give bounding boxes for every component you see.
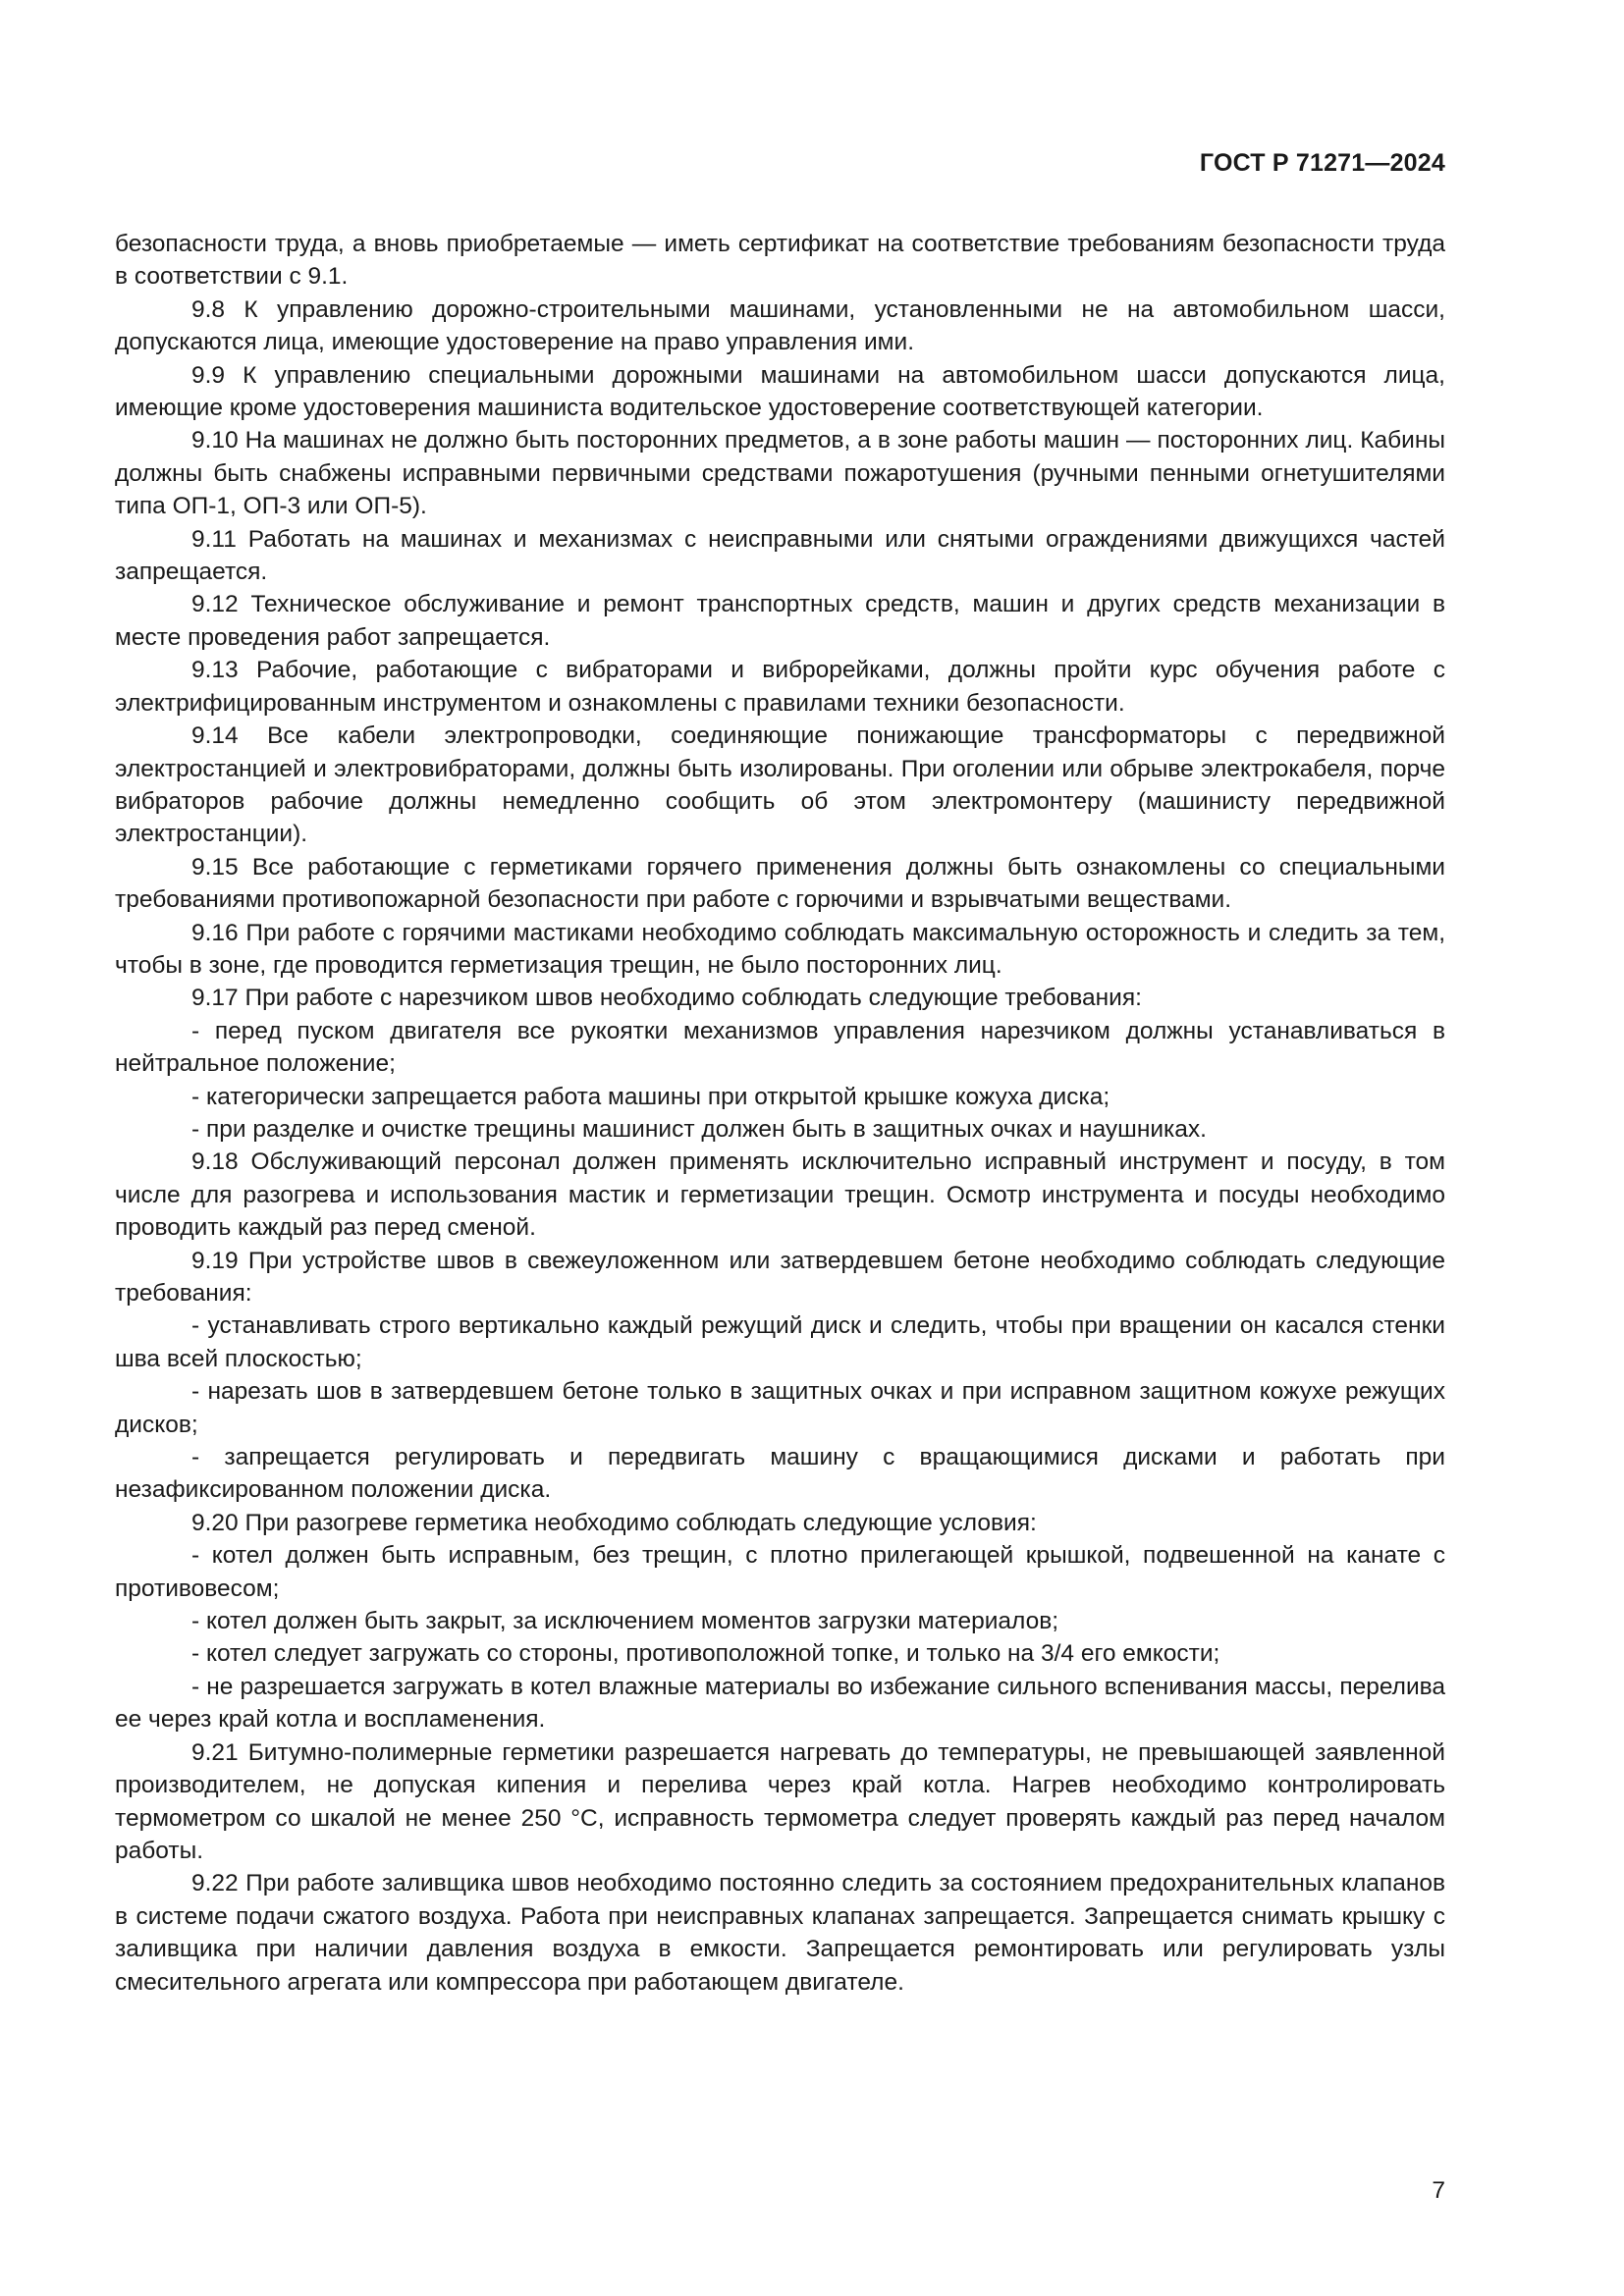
clause-9-14: 9.14 Все кабели электропроводки, соединяющие понижающие трансформаторы с передвижной электростанцией и электровибраторами, должны быть изолированы. При оголении или обрыве электрокабеля, порче вибраторов рабочие должны немедленно сообщить об этом электромонтеру (машинисту передвижной электростанции). [115,722,1445,848]
clause-9-17: 9.17 При работе с нарезчиком швов необходимо соблюдать следующие требования: [191,985,1142,1012]
list-item: - запрещается регулировать и передвигать машину с вращающимися дисками и работать при незафиксированном положении диска. [115,1444,1445,1504]
clause-9-15: 9.15 Все работающие с герметиками горячего применения должны быть ознакомлены со специальными требованиями противопожарной безопасности при работе с горючими и взрывчатыми веществами. [115,853,1445,914]
list-item: - котел должен быть исправным, без трещин, с плотно прилегающей крышкой, подвешенной на канате с противовесом; [115,1542,1445,1602]
document-header: ГОСТ Р 71271—2024 [1199,149,1445,177]
clause-9-21: 9.21 Битумно-полимерные герметики разрешается нагревать до температуры, не превышающей заявленной производителем, не допуская кипения и перелива через край котла. Нагрев необходимо контролировать термометром со шкалой не менее 250 °С, исправность термометра следует проверять каждый раз перед началом работы. [115,1738,1445,1864]
page-number: 7 [1432,2177,1445,2204]
clause-9-20: 9.20 При разогреве герметика необходимо соблюдать следующие условия: [191,1509,1037,1536]
list-item: - категорически запрещается работа машины при открытой крышке кожуха диска; [191,1083,1110,1110]
document-body [115,228,1445,1999]
clause-9-22: 9.22 При работе заливщика швов необходимо постоянно следить за состоянием предохранительных клапанов в системе подачи сжатого воздуха. Работа при неисправных клапанах запрещается. Запрещается снимать крышку с заливщика при наличии давления воздуха в емкости. Запрещается ремонтировать или регулировать узлы смесительного агрегата или компрессора при работающем двигателе. [115,1870,1445,1996]
clause-9-12: 9.12 Техническое обслуживание и ремонт транспортных средств, машин и других средств механизации в месте проведения работ запрещается. [115,591,1445,651]
clause-9-19: 9.19 При устройстве швов в свежеуложенном или затвердевшем бетоне необходимо соблюдать следующие требования: [115,1247,1445,1307]
clause-9-10: 9.10 На машинах не должно быть посторонних предметов, а в зоне работы машин — посторонних лиц. Кабины должны быть снабжены исправными первичными средствами пожаротушения (ручными пенными огнетушителями типа ОП-1, ОП-3 или ОП-5). [115,427,1445,520]
paragraph-continuation: безопасности труда, а вновь приобретаемые — иметь сертификат на соответствие требованиям безопасности труда в соответствии с 9.1. [115,231,1445,291]
clause-9-16: 9.16 При работе с горячими мастиками необходимо соблюдать максимальную осторожность и следить за тем, чтобы в зоне, где проводится герметизация трещин, не было посторонних лиц. [115,919,1445,979]
list-item: - не разрешается загружать в котел влажные материалы во избежание сильного вспенивания массы, перелива ее через край котла и воспламенения. [115,1673,1445,1734]
clause-9-13: 9.13 Рабочие, работающие с вибраторами и виброрейками, должны пройти курс обучения работе с электрифицированным инструментом и ознакомлены с правилами техники безопасности. [115,657,1445,717]
list-item: - устанавливать строго вертикально каждый режущий диск и следить, чтобы при вращении он касался стенки шва всей плоскостью; [115,1312,1445,1372]
clause-9-18: 9.18 Обслуживающий персонал должен применять исключительно исправный инструмент и посуду, в том числе для разогрева и использования мастик и герметизации трещин. Осмотр инструмента и посуды необходимо проводить каждый раз перед сменой. [115,1148,1445,1242]
list-item: - нарезать шов в затвердевшем бетоне только в защитных очках и при исправном защитном кожухе режущих дисков; [115,1378,1445,1438]
clause-9-11: 9.11 Работать на машинах и механизмах с неисправными или снятыми ограждениями движущихся частей запрещается. [115,525,1445,586]
clause-9-9: 9.9 К управлению специальными дорожными машинами на автомобильном шасси допускаются лица, имеющие кроме удостоверения машиниста водительское удостоверение соответствующей категории. [115,361,1445,422]
list-item: - котел должен быть закрыт, за исключением моментов загрузки материалов; [191,1608,1059,1635]
list-item: - перед пуском двигателя все рукоятки механизмов управления нарезчиком должны устанавливаться в нейтральное положение; [115,1017,1445,1078]
clause-9-8: 9.8 К управлению дорожно-строительными машинами, установленными не на автомобильном шасси, допускаются лица, имеющие удостоверение на право управления ими. [115,295,1445,356]
list-item: - котел следует загружать со стороны, противоположной топке, и только на 3/4 его емкости; [191,1640,1220,1668]
list-item: - при разделке и очистке трещины машинист должен быть в защитных очках и наушниках. [191,1115,1207,1143]
